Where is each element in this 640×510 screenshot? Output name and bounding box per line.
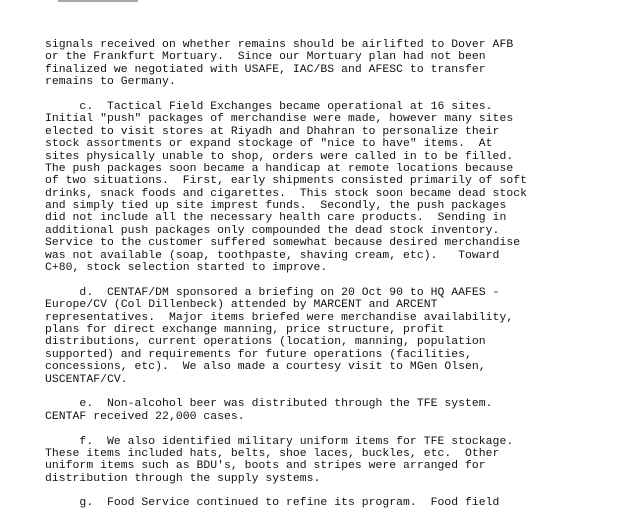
text-line: Service to the customer suffered somewhat because desired merchandise — [45, 237, 521, 250]
text-line: supported) and requirements for future operations (facilities, — [45, 348, 472, 361]
paragraph-gap — [45, 386, 605, 398]
text-line: sites physically unable to shop, orders were called in to be filled. — [45, 150, 514, 163]
text-line: elected to visit stores at Riyadh and Dhahran to personalize their — [45, 125, 500, 138]
text-line: d. CENTAF/DM sponsored a briefing on 20 Oct 90 to HQ AAFES - — [45, 286, 500, 299]
text-line: of two situations. First, early shipments consisted primarily of soft — [45, 175, 527, 188]
text-line: stock assortments or expand stockage of "nice to have" items. At — [45, 138, 493, 151]
paragraph-f — [45, 436, 605, 486]
text-line: additional push packages only compounded the dead stock inventory. — [45, 224, 500, 237]
text-line: signals received on whether remains should be airlifted to Dover AFB — [45, 39, 514, 51]
paragraph-d — [45, 287, 605, 386]
text-line: distribution through the supply systems. — [45, 472, 321, 485]
text-line: C+80, stock selection started to improve. — [45, 262, 328, 275]
text-line: drinks, snack foods and cigarettes. This stock soon became dead stock — [45, 187, 527, 200]
text-line: concessions, etc). We also made a courtesy visit to MGen Olsen, — [45, 361, 486, 374]
paragraph-gap — [45, 423, 605, 435]
text-line: plans for direct exchange manning, price structure, profit — [45, 323, 445, 336]
text-line: uniform items such as BDU's, boots and stripes were arranged for — [45, 460, 486, 473]
text-line: was not available (soap, toothpaste, shaving cream, etc). Toward — [45, 249, 500, 262]
scan-artifact — [58, 0, 138, 2]
paragraph-gap — [45, 89, 605, 101]
text-line: representatives. Major items briefed were merchandise availability, — [45, 311, 514, 324]
text-line: The push packages soon became a handicap at remote locations because — [45, 162, 514, 175]
text-line: distributions, current operations (location, manning, population — [45, 336, 486, 349]
text-line: finalized we negotiated with USAFE, IAC/BS and AFESC to transfer — [45, 63, 486, 76]
document-body — [45, 39, 605, 510]
text-line: did not include all the necessary health care products. Sending in — [45, 212, 507, 225]
text-line: f. We also identified military uniform items for TFE stockage. — [45, 435, 514, 448]
text-line: Europe/CV (Col Dillenbeck) attended by MARCENT and ARCENT — [45, 299, 438, 312]
text-line: These items included hats, belts, shoe laces, buckles, etc. Other — [45, 447, 500, 460]
text-line: c. Tactical Field Exchanges became operational at 16 sites. — [45, 100, 493, 113]
text-line: USCENTAF/CV. — [45, 373, 128, 386]
paragraph-c — [45, 101, 605, 274]
text-line: CENTAF received 22,000 cases. — [45, 410, 245, 423]
text-line: or the Frankfurt Mortuary. Since our Mortuary plan had not been — [45, 51, 486, 64]
text-line: and simply tied up site imprest funds. Secondly, the push packages — [45, 200, 507, 213]
paragraph-b — [45, 39, 605, 89]
paragraph-gap — [45, 274, 605, 286]
paragraph-gap — [45, 485, 605, 497]
text-line: e. Non-alcohol beer was distributed through the TFE system. — [45, 398, 493, 411]
paragraph-g — [45, 497, 605, 509]
paragraph-e — [45, 398, 605, 423]
text-line: Initial "push" packages of merchandise were made, however many sites — [45, 113, 514, 126]
text-line: g. Food Service continued to refine its program. Food field — [45, 497, 500, 510]
text-line: remains to Germany. — [45, 76, 176, 89]
